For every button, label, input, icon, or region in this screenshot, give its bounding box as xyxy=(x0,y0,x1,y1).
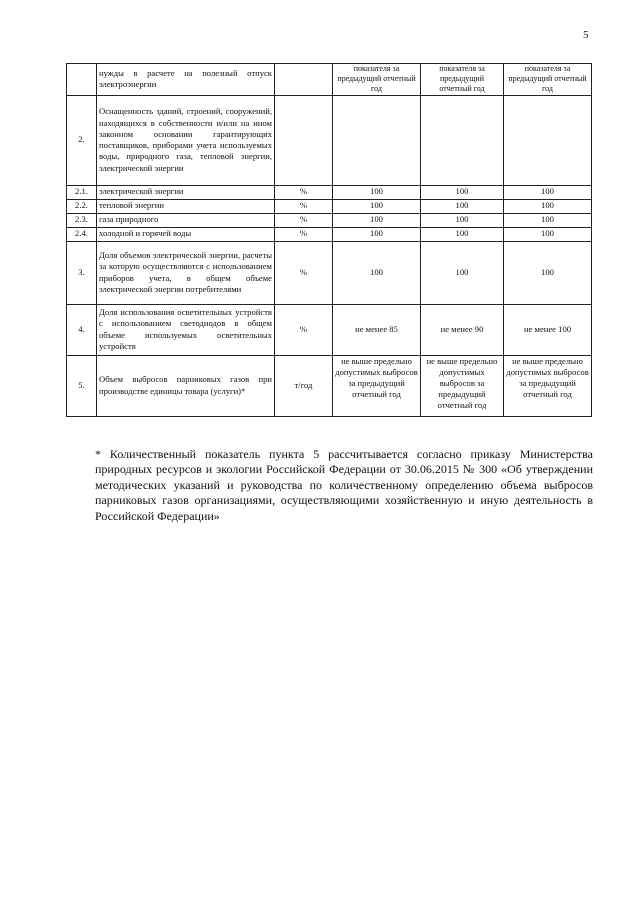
row-unit: % xyxy=(275,227,333,241)
row-name: Оснащенность зданий, строений, сооружений, находящихся в собственности и/или на ином законном основании гарантирующих поставщиков, приборами учета используемых воды, природного газа, тепловой энергии, электрической энергии xyxy=(97,95,275,185)
row-value-2 xyxy=(421,95,504,185)
row-value-2: 100 xyxy=(421,213,504,227)
row-value-3: не менее 100 xyxy=(504,304,592,355)
row-value-3: показателя за предыдущий отчетный год xyxy=(504,64,592,96)
row-name: Доля объемов электрической энергии, расчеты за которую осуществляются с использованием приборов учета, в общем объеме электрической энергии потребителями xyxy=(97,241,275,304)
row-number xyxy=(67,64,97,96)
row-unit: % xyxy=(275,304,333,355)
row-unit: % xyxy=(275,241,333,304)
row-value-1 xyxy=(333,95,421,185)
table-row xyxy=(67,185,592,199)
row-number: 5. xyxy=(67,355,97,416)
row-number: 2.1. xyxy=(67,185,97,199)
row-unit: % xyxy=(275,185,333,199)
row-value-1: 100 xyxy=(333,241,421,304)
row-name: газа природного xyxy=(97,213,275,227)
row-value-1: не менее 85 xyxy=(333,304,421,355)
row-value-3: 100 xyxy=(504,185,592,199)
row-value-1: 100 xyxy=(333,199,421,213)
table-row xyxy=(67,304,592,355)
page-number: 5 xyxy=(583,29,589,41)
row-number: 2.3. xyxy=(67,213,97,227)
table-row xyxy=(67,95,592,185)
row-number: 4. xyxy=(67,304,97,355)
table-row xyxy=(67,355,592,416)
row-value-2: 100 xyxy=(421,241,504,304)
row-name: нужды в расчете на полезный отпуск электроэнергии xyxy=(97,64,275,96)
row-value-2: показателя за предыдущий отчетный год xyxy=(421,64,504,96)
row-unit: т/год xyxy=(275,355,333,416)
row-value-2: 100 xyxy=(421,227,504,241)
row-value-2: 100 xyxy=(421,185,504,199)
row-name: Объем выбросов парниковых газов при производстве единицы товара (услуги)* xyxy=(97,355,275,416)
indicators-table xyxy=(66,63,592,417)
row-value-1: 100 xyxy=(333,213,421,227)
row-value-3 xyxy=(504,95,592,185)
row-value-3: не выше предельно допустимых выбросов за предыдущий отчетный год xyxy=(504,355,592,416)
row-number: 2.4. xyxy=(67,227,97,241)
row-name: Доля использования осветительных устройств с использованием светодиодов в общем объеме используемых осветительных устройств xyxy=(97,304,275,355)
row-value-3: 100 xyxy=(504,199,592,213)
row-value-2: не менее 90 xyxy=(421,304,504,355)
table-row xyxy=(67,199,592,213)
row-name: тепловой энергии xyxy=(97,199,275,213)
footnote: * Количественный показатель пункта 5 рассчитывается согласно приказу Министерства природных ресурсов и экологии Российской Федерации от 30.06.2015 № 300 «Об утверждении методических указаний и руководства по количественному определению объема выбросов парниковых газов организациями, осуществляющими хозяйственную и иную деятельность в Российской Федерации» xyxy=(95,447,593,523)
row-value-3: 100 xyxy=(504,227,592,241)
row-number: 2. xyxy=(67,95,97,185)
table-row xyxy=(67,64,592,96)
row-unit xyxy=(275,64,333,96)
row-value-3: 100 xyxy=(504,213,592,227)
table-row xyxy=(67,241,592,304)
row-value-2: 100 xyxy=(421,199,504,213)
row-number: 2.2. xyxy=(67,199,97,213)
row-unit: % xyxy=(275,213,333,227)
row-value-2: не выше предельно допустимых выбросов за предыдущий отчетный год xyxy=(421,355,504,416)
row-value-1: не выше предельно допустимых выбросов за предыдущий отчетный год xyxy=(333,355,421,416)
table-row xyxy=(67,227,592,241)
row-unit: % xyxy=(275,199,333,213)
row-unit xyxy=(275,95,333,185)
row-name: холодной и горячей воды xyxy=(97,227,275,241)
row-number: 3. xyxy=(67,241,97,304)
row-value-1: 100 xyxy=(333,227,421,241)
row-name: электрической энергии xyxy=(97,185,275,199)
row-value-1: 100 xyxy=(333,185,421,199)
table-row xyxy=(67,213,592,227)
row-value-3: 100 xyxy=(504,241,592,304)
row-value-1: показателя за предыдущий отчетный год xyxy=(333,64,421,96)
